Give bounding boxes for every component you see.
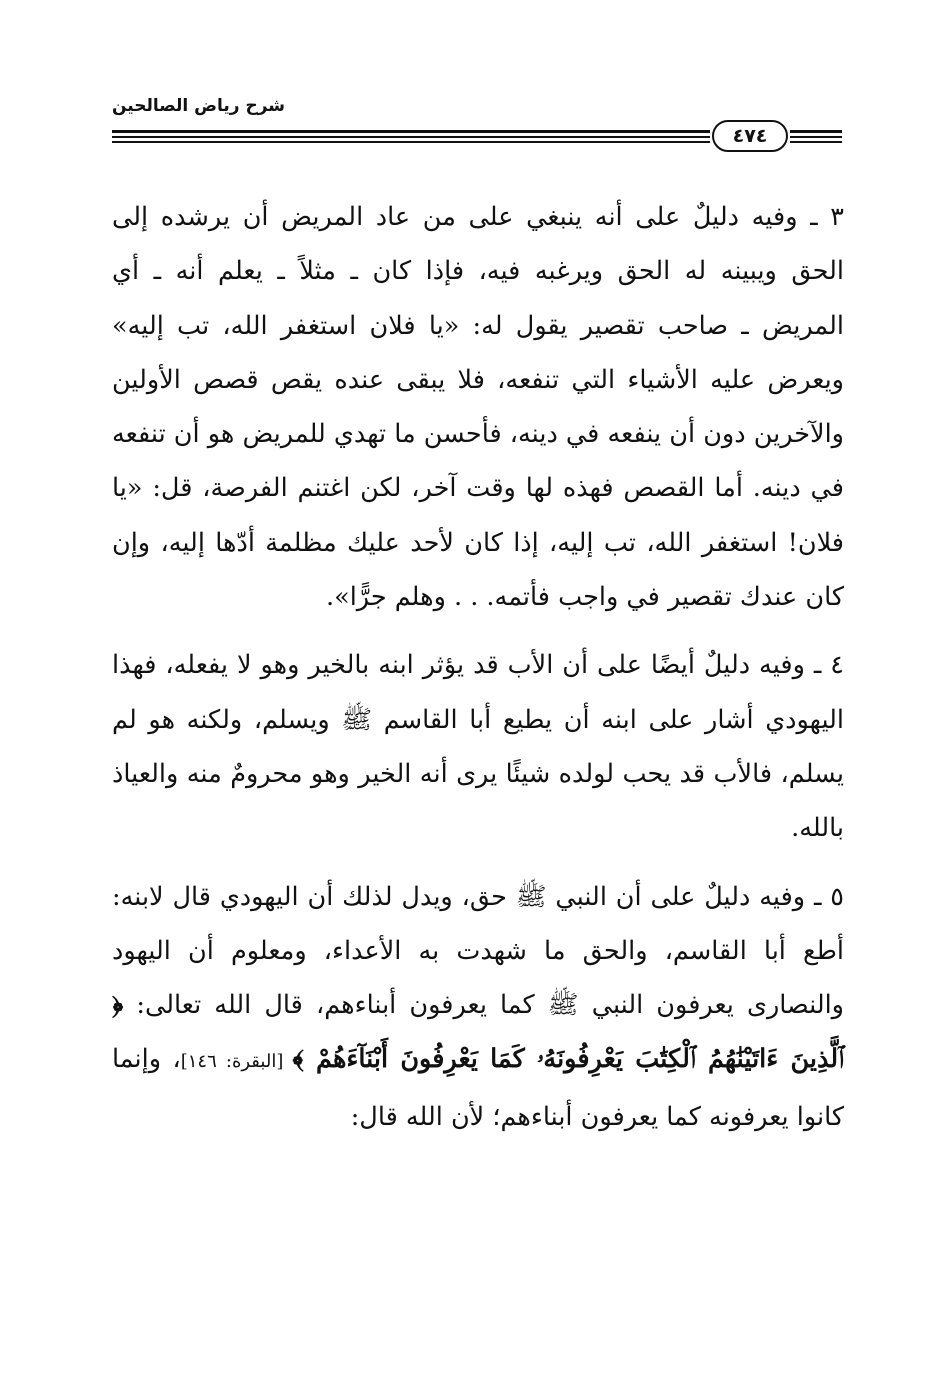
header-rule-right [790,130,842,133]
paragraph-5-continuation: ، وإنما كانوا يعرفونه كما يعرفون أبناءهم؛ لأن الله قال: [112,1044,844,1132]
paragraph-5-text: ٥ ـ وفيه دليلٌ على أن النبي ﷺ حق، ويدل لذلك أن اليهودي قال لابنه: أطع أبا القاسم، والحق ما شهدت به الأعداء، ومعلوم أن اليهود والنصارى يعرفون النبي ﷺ كما يعرفون أبناءهم، قال الله تعالى: [112,881,844,1021]
book-title: شرح رياض الصالحين [112,96,286,116]
verse-reference: [البقرة: ١٤٦] [180,1051,293,1073]
quran-verse: ﴿ ٱلَّذِينَ ءَاتَيْنَٰهُمُ ٱلْكِتَٰبَ يَعْرِفُونَهُۥ كَمَا يَعْرِفُونَ أَبْنَآءَهُمْ ﴾ [112,990,844,1075]
page-number: ٤٧٤ [732,125,768,147]
header-rule-right-3 [790,141,842,143]
page-number-badge [712,120,788,152]
header-rule-left-3 [112,141,710,143]
header-rule-right-2 [790,136,842,138]
paragraph-5 [112,870,844,1144]
paragraph-3: ٣ ـ وفيه دليلٌ على أنه ينبغي على من عاد المريض أن يرشده إلى الحق ويبينه له الحق ويرغبه فيه، فإذا كان ـ مثلاً ـ يعلم أنه ـ أي المريض ـ صاحب تقصير يقول له: «يا فلان استغفر الله، تب إليه» ويعرض عليه الأشياء التي تنفعه، فلا يبقى عنده يقص قصص الأولين والآخرين دون أن ينفعه في دينه، فأحسن ما تهدي للمريض هو أن تنفعه في دينه. أما القصص فهذه لها وقت آخر، لكن اغتنم الفرصة، قل: «يا فلان! استغفر الله، تب إليه، إذا كان لأحد عليك مظلمة أدّها إليه، وإن كان عندك تقصير في واجب فأتمه. . . وهلم جرًّا». [112,202,844,613]
header-rule-left-2 [112,136,710,138]
page-body [112,190,844,1144]
header-rule-left [112,130,710,133]
paragraph-4: ٤ ـ وفيه دليلٌ أيضًا على أن الأب قد يؤثر ابنه بالخير وهو لا يفعله، فهذا اليهودي أشار على ابنه أن يطيع أبا القاسم ﷺ ويسلم، ولكنه هو لم يسلم، فالأب قد يحب لولده شيئًا يرى أنه الخير وهو محرومٌ منه والعياذ بالله. [112,650,844,844]
